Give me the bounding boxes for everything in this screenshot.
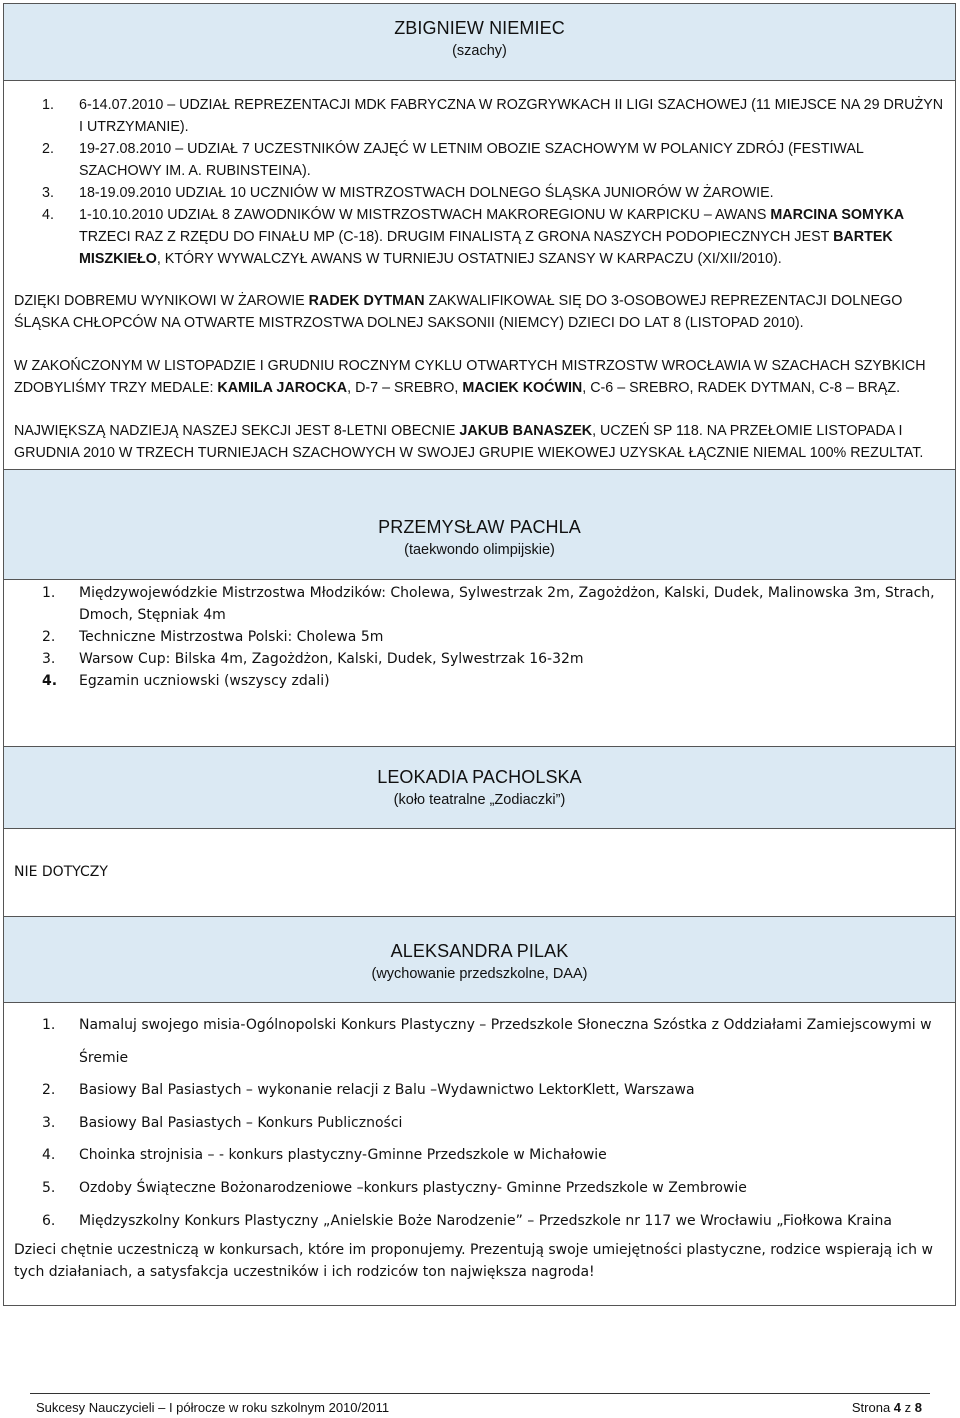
item-number: 4. <box>42 207 54 223</box>
item-number: 3. <box>42 185 54 201</box>
item-number: 2. <box>42 629 56 645</box>
item-text: Basiowy Bal Pasiastych – wykonanie relacji z Balu –Wydawnictwo LektorKlett, Warszawa <box>79 1082 695 1099</box>
section-content <box>4 1003 955 1283</box>
list-item <box>14 1139 945 1172</box>
list-item <box>14 1074 945 1107</box>
item-number: 4. <box>42 1147 56 1164</box>
item-text: Egzamin uczniowski (wszyscy zdali) <box>79 673 330 689</box>
item-text: Basiowy Bal Pasiastych – Konkurs Publiczności <box>79 1114 403 1131</box>
footer-title: Sukcesy Nauczycieli – I półrocze w roku szkolnym 2010/2011 <box>36 1400 390 1415</box>
document <box>3 3 956 1306</box>
page-footer <box>0 1393 960 1418</box>
not-applicable-note: NIE DOTYCZY <box>14 864 108 880</box>
section-header <box>4 470 955 580</box>
item-text: Techniczne Mistrzostwa Polski: Cholewa 5m <box>79 629 384 645</box>
teacher-name: ALEKSANDRA PILAK <box>390 941 569 961</box>
list-item <box>14 670 945 692</box>
paragraph-dytman: DZIĘKI DOBREMU WYNIKOWI W ŻAROWIE RADEK DYTMAN ZAKWALIFIKOWAŁ SIĘ DO 3-OSOBOWEJ REPREZENTACJI DOLNEGO ŚLĄSKA CHŁOPCÓW NA OTWARTE MISTRZOSTWA DOLNEJ SAKSONII (NIEMCY) DZIECI DO LAT 8 (LISTOPAD 2010). <box>14 293 903 331</box>
section-header <box>4 747 955 829</box>
section-header <box>4 917 955 1003</box>
teacher-name: PRZEMYSŁAW PACHLA <box>378 517 581 537</box>
section-content <box>4 81 955 464</box>
item-text: Międzywojewódzkie Mistrzostwa Młodzików: Cholewa, Sylwestrzak 2m, Zagożdżon, Kalski, Dudek, Malinowska 3m, Strach, Dmoch, Stępniak 4m <box>79 585 935 623</box>
item-number: 3. <box>42 1114 56 1131</box>
teacher-subject: (koło teatralne „Zodiaczki”) <box>393 792 566 808</box>
item-number: 1. <box>42 1017 56 1033</box>
item-text: 18-19.09.2010 UDZIAŁ 10 UCZNIÓW W MISTRZOSTWACH DOLNEGO ŚLĄSKA JUNIORÓW W ŻAROWIE. <box>79 185 774 201</box>
item-number: 1. <box>42 97 54 113</box>
teacher-name: ZBIGNIEW NIEMIEC <box>394 18 565 38</box>
item-number: 2. <box>42 1082 56 1099</box>
list-item <box>14 582 945 626</box>
item-text: 6-14.07.2010 – UDZIAŁ REPREZENTACJI MDK FABRYCZNA W ROZGRYWKACH II LIGI SZACHOWEJ (11 MIEJSCE NA 29 DRUŻYN I UTRZYMANIE). <box>79 97 944 135</box>
footer-divider <box>30 1393 930 1394</box>
teacher-subject: (taekwondo olimpijskie) <box>404 542 555 558</box>
achievement-list <box>14 94 945 270</box>
list-item <box>14 1205 945 1238</box>
list-item <box>14 1172 945 1205</box>
item-text: Warsow Cup: Bilska 4m, Zagożdżon, Kalski, Dudek, Sylwestrzak 16-32m <box>79 651 584 667</box>
list-item <box>14 182 945 204</box>
list-item <box>14 94 945 138</box>
teacher-subject: (wychowanie przedszkolne, DAA) <box>371 966 588 982</box>
teacher-name: LEOKADIA PACHOLSKA <box>377 767 582 787</box>
item-text: Ozdoby Świąteczne Bożonarodzeniowe –konkurs plastyczny- Gminne Przedszkole w Zembrowie <box>79 1179 747 1196</box>
paragraph-banaszek: NAJWIĘKSZĄ NADZIEJĄ NASZEJ SEKCJI JEST 8-LETNI OBECNIE JAKUB BANASZEK, UCZEŃ SP 118. NA PRZEŁOMIE LISTOPADA I GRUDNIA 2010 W TRZECH TURNIEJACH SZACHOWYCH W SWOJEJ GRUPIE WIEKOWEJ UZYSKAŁ ŁĄCZNIE NIEMAL 100% REZULTAT. <box>14 423 924 461</box>
section-content <box>4 580 955 692</box>
item-number: 1. <box>42 585 56 601</box>
closing-paragraph: Dzieci chętnie uczestniczą w konkursach, które im proponujemy. Prezentują swoje umiejętności plastyczne, rodzice wspierają ich w tych działaniach, a satysfakcja uczestników i ich rodziców ton największa nagroda! <box>14 1242 933 1281</box>
list-item <box>14 648 945 670</box>
section-content <box>4 829 955 883</box>
item-text: 1-10.10.2010 UDZIAŁ 8 ZAWODNIKÓW W MISTRZOSTWACH MAKROREGIONU W KARPICKU – AWANS MARCINA SOMYKA TRZECI RAZ Z RZĘDU DO FINAŁU MP (C-18). DRUGIM FINALISTĄ Z GRONA NASZYCH PODOPIECZNYCH JEST BARTEK MISZKIEŁO, KTÓRY WYWALCZYŁ AWANS W TURNIEJU OSTATNIEJ SZANSY W KARPACZU (XI/XII/2010). <box>79 207 905 267</box>
item-text: Międzyszkolny Konkurs Plastyczny „Anielskie Boże Narodzenie” – Przedszkole nr 117 we Wrocławiu „Fiołkowa Kraina <box>79 1212 892 1229</box>
item-number: 2. <box>42 141 54 157</box>
list-item <box>14 626 945 648</box>
teacher-subject: (szachy) <box>452 43 507 59</box>
item-text: Namaluj swojego misia-Ogólnopolski Konkurs Plastyczny – Przedszkole Słoneczna Szóstka z Oddziałami Zamiejscowymi w Śremie <box>79 1017 932 1066</box>
section-pacholska <box>3 747 956 917</box>
section-pachla <box>3 470 956 747</box>
section-niemiec <box>3 3 956 470</box>
item-number: 5. <box>42 1179 56 1196</box>
item-number: 6. <box>42 1212 56 1229</box>
achievement-list <box>14 582 945 692</box>
item-text: 19-27.08.2010 – UDZIAŁ 7 UCZESTNIKÓW ZAJĘĆ W LETNIM OBOZIE SZACHOWYM W POLANICY ZDRÓJ (FESTIWAL SZACHOWY IM. A. RUBINSTEINA). <box>79 141 864 179</box>
list-item <box>14 204 945 270</box>
list-item <box>14 1107 945 1140</box>
item-text: Choinka strojnisia – - konkurs plastyczny-Gminne Przedszkole w Michałowie <box>79 1147 607 1164</box>
item-number: 3. <box>42 651 56 667</box>
paragraph-medals: W ZAKOŃCZONYM W LISTOPADZIE I GRUDNIU ROCZNYM CYKLU OTWARTYCH MISTRZOSTW WROCŁAWIA W SZACHACH SZYBKICH ZDOBYLIŚMY TRZY MEDALE: KAMILA JAROCKA, D-7 – SREBRO, MACIEK KOĆWIN, C-6 – SREBRO, RADEK DYTMAN, C-8 – BRĄZ. <box>14 358 926 396</box>
list-item <box>14 138 945 182</box>
contest-list <box>14 1009 945 1237</box>
section-pilak <box>3 917 956 1306</box>
list-item <box>14 1009 945 1074</box>
item-number: 4. <box>42 673 58 689</box>
section-header <box>4 4 955 81</box>
page-number: Strona 4 z 8 <box>851 1400 922 1415</box>
